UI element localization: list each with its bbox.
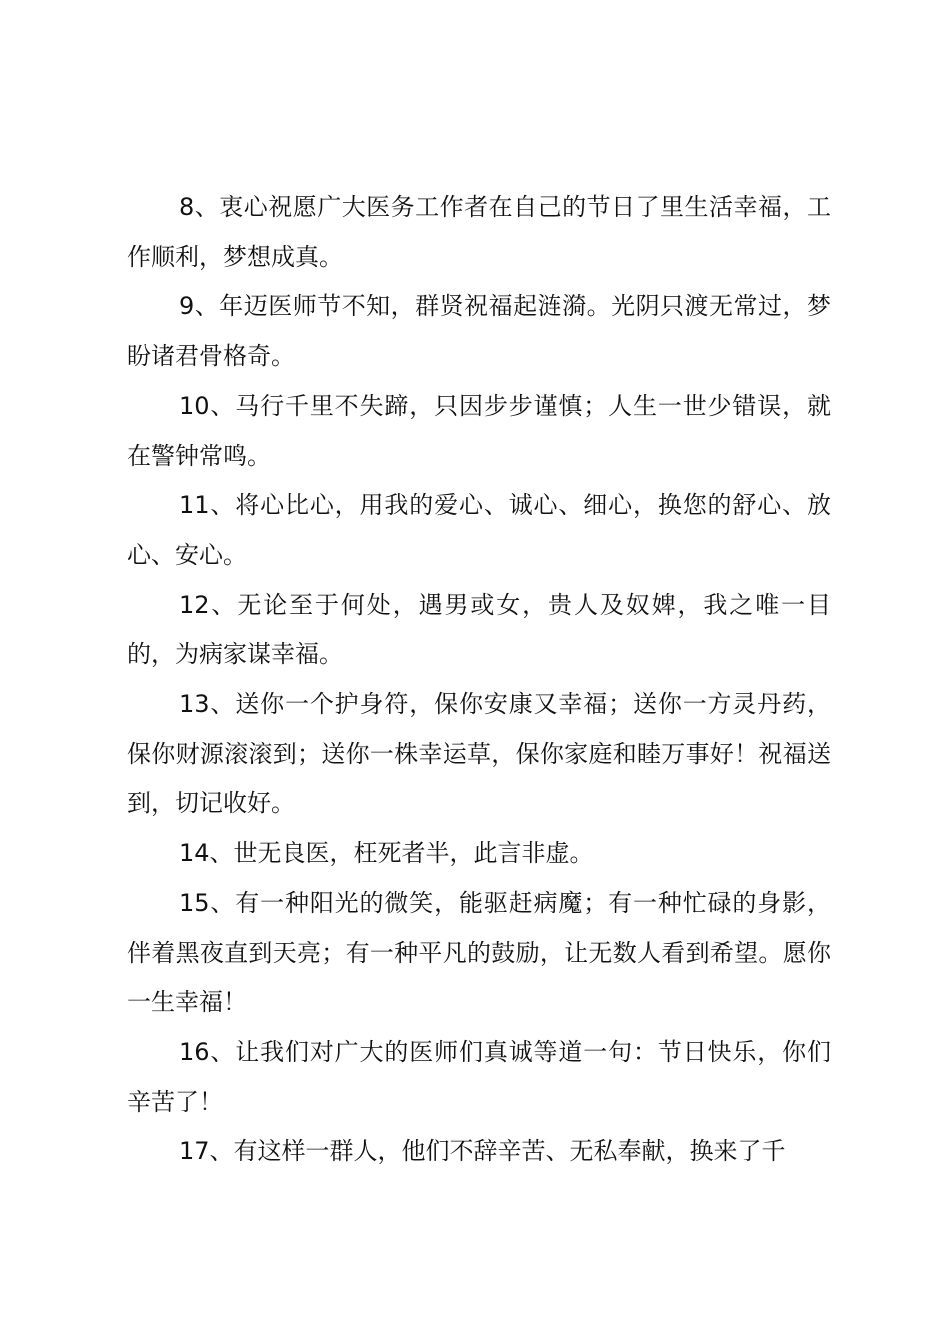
paragraph-17: 17、有这样一群人，他们不辞辛苦、无私奉献，换来了千 [179,1137,786,1166]
paragraph-13: 13、送你一个护身符，保你安康又幸福；送你一方灵丹药，保你财源滚滚到；送你一株幸运草，保你家庭和睦万事好！祝福送到，切记收好。 [127,690,831,818]
paragraph-10: 10、马行千里不失蹄，只因步步谨慎；人生一世少错误，就在警钟常鸣。 [127,391,831,470]
paragraph-14: 14、世无良医，枉死者半，此言非虚。 [179,839,594,868]
paragraph-12: 12、无论至于何处，遇男或女，贵人及奴婢，我之唯一目的，为病家谋幸福。 [127,590,831,669]
document-page [127,183,831,1177]
paragraph-15: 15、有一种阳光的微笑，能驱赶病魔；有一种忙碌的身影，伴着黑夜直到天亮；有一种平凡的鼓励，让无数人看到希望。愿你一生幸福！ [127,888,831,1017]
paragraph-9: 9、年迈医师节不知，群贤祝福起涟漪。光阴只渡无常过，梦盼诸君骨格奇。 [127,292,831,371]
paragraph-16: 16、让我们对广大的医师们真诚等道一句：节日快乐，你们辛苦了！ [127,1037,831,1116]
paragraph-11: 11、将心比心，用我的爱心、诚心、细心，换您的舒心、放心、安心。 [127,491,831,569]
paragraph-8: 8、衷心祝愿广大医务工作者在自己的节日了里生活幸福，工作顺利，梦想成真。 [127,193,831,271]
